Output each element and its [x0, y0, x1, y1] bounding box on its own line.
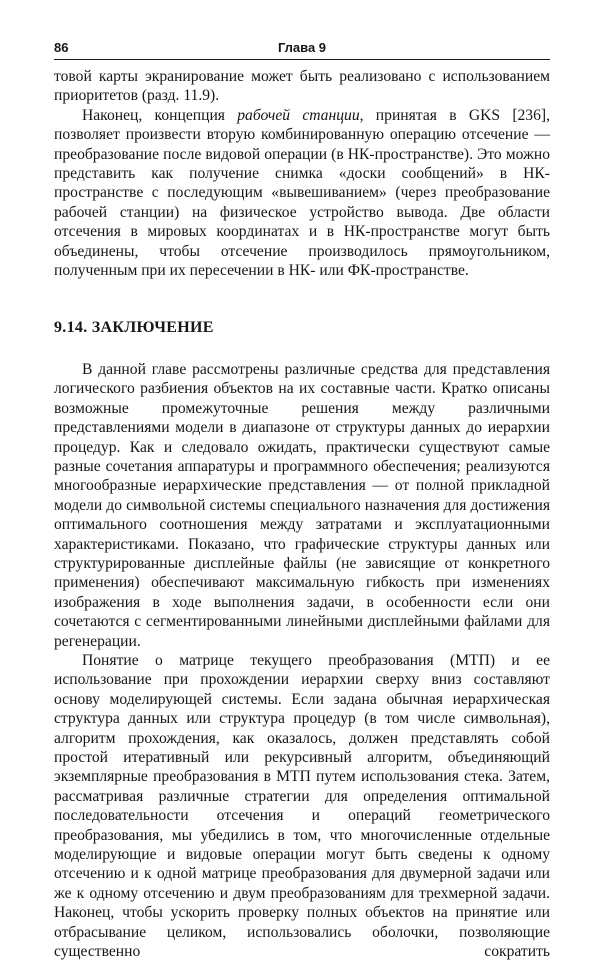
paragraph-conclusion-1: В данной главе рассмотрены различные средства для представления логического разбиения объектов на их составные части. Кратко описаны возможные промежуточные решения между различными представлениями модели в диапазоне от структуры данных до иерархии процедур. Как и следовало ожидать, практически существуют самые разные сочетания аппаратуры и программного обеспечения; реализуются многообразные иерархические представления — от полной прикладной модели до символьной системы специального назначения для достижения оптимального соотношения между затратами и эксплуатационными характеристиками. Показано, что графические структуры данных или структурированные дисплейные файлы (не зависящие от конкретного применения) обеспечивают максимальную гибкость при изменениях изображения в ходе выполнения задачи, в особенности если они сочетаются с сегментированными линейными дисплейными файлами для регенерации. [54, 360, 550, 650]
section-heading: 9.14. ЗАКЛЮЧЕНИЕ [54, 319, 214, 337]
text-run: Наконец, концепция [82, 106, 238, 124]
paragraph-continued: товой карты экранирование может быть реализовано с использованием приоритетов (разд. 11.9). [54, 68, 550, 105]
chapter-title: Глава 9 [277, 40, 327, 55]
paragraph-workstation [54, 106, 550, 281]
header-rule [54, 59, 550, 60]
body-text [54, 67, 550, 961]
book-page [54, 40, 550, 961]
running-header [54, 40, 550, 58]
page-number: 86 [54, 40, 69, 55]
paragraph-conclusion-2: Понятие о матрице текущего преобразования (МТП) и ее использование при прохождении иерархии сверху вниз составляют основу моделирующей системы. Если задана обычная иерархическая структура данных или структура процедур (в том числе символьная), алгоритм прохождения, как оказалось, должен представлять собой простой итеративный или рекурсивный алгоритм, объединяющий экземплярные преобразования в МТП путем использования стека. Затем, рассматривая различные стратегии для определения оптимальной последовательности отсечения и операций геометрического преобразования, мы убедились в том, что многочисленные отдельные моделирующие и видовые операции могут быть сведены к одному отсечению и к одной матрице преобразования для двумерной задачи или же к одному отсечению и двум преобразованиям для трехмерной задачи. Наконец, чтобы ускорить проверку полных объектов на принятие или отбрасывание целиком, использовались оболочки, позволяющие существенно сократить [54, 651, 550, 961]
text-run: , принятая в GKS [236], позволяет произвести вторую комбинированную операцию отсечение — преобразование после видовой операции (в НК-пространстве). Это можно представить как получение снимка «доски сообщений» в НК-пространстве с последующим «вывешиванием» (через преобразование рабочей станции) на физическое устройство вывода. Две области отсечения в мировых координатах и в НК-пространстве могут быть объединены, чтобы отсечение производилось прямоугольником, полученным при их пересечении в НК- или ФК-пространстве. [54, 106, 550, 280]
italic-term: рабочей станции [237, 106, 360, 124]
